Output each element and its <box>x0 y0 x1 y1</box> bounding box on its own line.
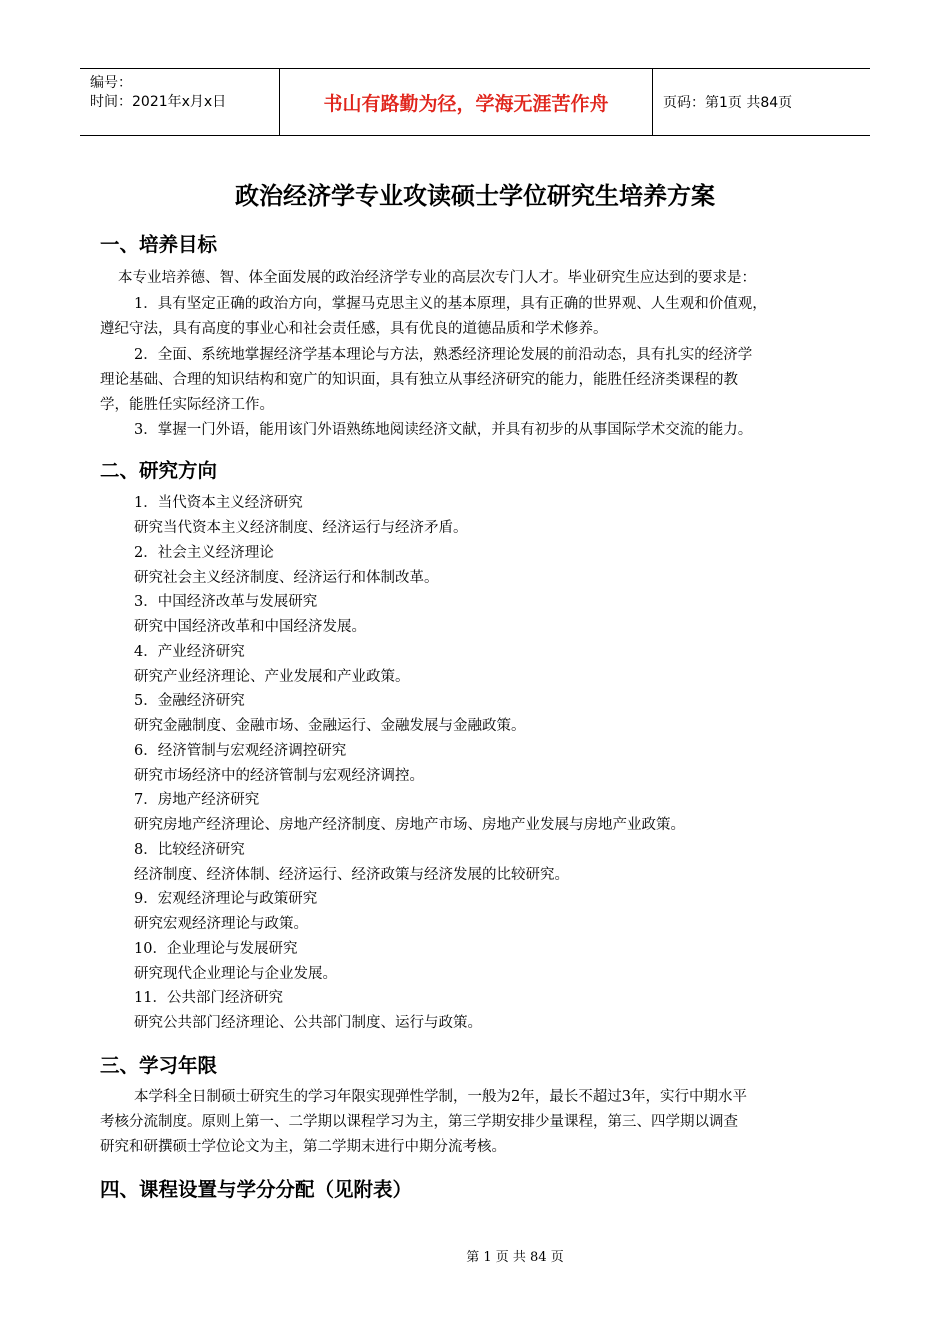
paragraph-line: 学，能胜任实际经济工作。 <box>100 397 274 413</box>
list-item: 4．产业经济研究 <box>134 644 245 660</box>
list-item: 研究社会主义经济制度、经济运行和体制改革。 <box>134 570 439 586</box>
header-meta-cell <box>80 69 280 135</box>
paragraph-line: 1．具有坚定正确的政治方向，掌握马克思主义的基本原理，具有正确的世界观、人生观和价值观， <box>134 296 767 312</box>
list-item: 5．金融经济研究 <box>134 693 245 709</box>
motto-text: 书山有路勤为径，学海无涯苦作舟 <box>323 92 609 115</box>
list-item: 1．当代资本主义经济研究 <box>134 495 303 511</box>
section-heading-goals: 一、培养目标 <box>100 233 218 256</box>
list-item: 10．企业理论与发展研究 <box>134 941 298 957</box>
doc-time-label: 时间：2021年x月x日 <box>90 94 227 110</box>
motto-cell <box>280 69 653 135</box>
section-heading-duration: 三、学习年限 <box>100 1054 218 1077</box>
paragraph-line: 本学科全日制硕士研究生的学习年限实现弹性学制，一般为2年，最长不超过3年，实行中期水平 <box>134 1089 747 1105</box>
list-item: 3．中国经济改革与发展研究 <box>134 594 318 610</box>
list-item: 2．社会主义经济理论 <box>134 545 274 561</box>
list-item: 6．经济管制与宏观经济调控研究 <box>134 743 347 759</box>
section-heading-directions: 二、研究方向 <box>100 459 218 482</box>
list-item: 研究房地产经济理论、房地产经济制度、房地产市场、房地产业发展与房地产业政策。 <box>134 817 685 833</box>
list-item: 研究市场经济中的经济管制与宏观经济调控。 <box>134 768 424 784</box>
list-item: 研究当代资本主义经济制度、经济运行与经济矛盾。 <box>134 520 468 536</box>
list-item: 9．宏观经济理论与政策研究 <box>134 891 318 907</box>
page-footer: 第 1 页 共 84 页 <box>466 1250 564 1265</box>
paragraph-line: 研究和研撰硕士学位论文为主，第二学期末进行中期分流考核。 <box>100 1139 506 1155</box>
list-item: 研究中国经济改革和中国经济发展。 <box>134 619 366 635</box>
list-item: 8．比较经济研究 <box>134 842 245 858</box>
list-item: 研究现代企业理论与企业发展。 <box>134 966 337 982</box>
header-table <box>80 68 870 136</box>
list-item: 11．公共部门经济研究 <box>134 990 283 1006</box>
paragraph-line: 遵纪守法，具有高度的事业心和社会责任感，具有优良的道德品质和学术修养。 <box>100 321 608 337</box>
paragraph-line: 3．掌握一门外语，能用该门外语熟练地阅读经济文献，并具有初步的从事国际学术交流的能力。 <box>134 422 753 438</box>
paragraph-line: 考核分流制度。原则上第一、二学期以课程学习为主，第三学期安排少量课程，第三、四学期以调查 <box>100 1114 738 1130</box>
paragraph-line: 理论基础、合理的知识结构和宽广的知识面，具有独立从事经济研究的能力，能胜任经济类课程的教 <box>100 372 738 388</box>
document-title: 政治经济学专业攻读硕士学位研究生培养方案 <box>235 182 715 210</box>
list-item: 7．房地产经济研究 <box>134 792 260 808</box>
section-heading-courses: 四、课程设置与学分分配（见附表） <box>100 1178 413 1201</box>
paragraph-line: 本专业培养德、智、体全面发展的政治经济学专业的高层次专门人才。毕业研究生应达到的要求是： <box>118 270 756 286</box>
list-item: 研究公共部门经济理论、公共部门制度、运行与政策。 <box>134 1015 482 1031</box>
paragraph-line: 2．全面、系统地掌握经济学基本理论与方法，熟悉经济理论发展的前沿动态，具有扎实的经济学 <box>134 347 753 363</box>
doc-number-label: 编号： <box>90 75 132 91</box>
list-item: 研究产业经济理论、产业发展和产业政策。 <box>134 669 410 685</box>
list-item: 经济制度、经济体制、经济运行、经济政策与经济发展的比较研究。 <box>134 867 569 883</box>
page-info: 页码：第1页 共84页 <box>663 95 793 111</box>
list-item: 研究宏观经济理论与政策。 <box>134 916 308 932</box>
list-item: 研究金融制度、金融市场、金融运行、金融发展与金融政策。 <box>134 718 526 734</box>
